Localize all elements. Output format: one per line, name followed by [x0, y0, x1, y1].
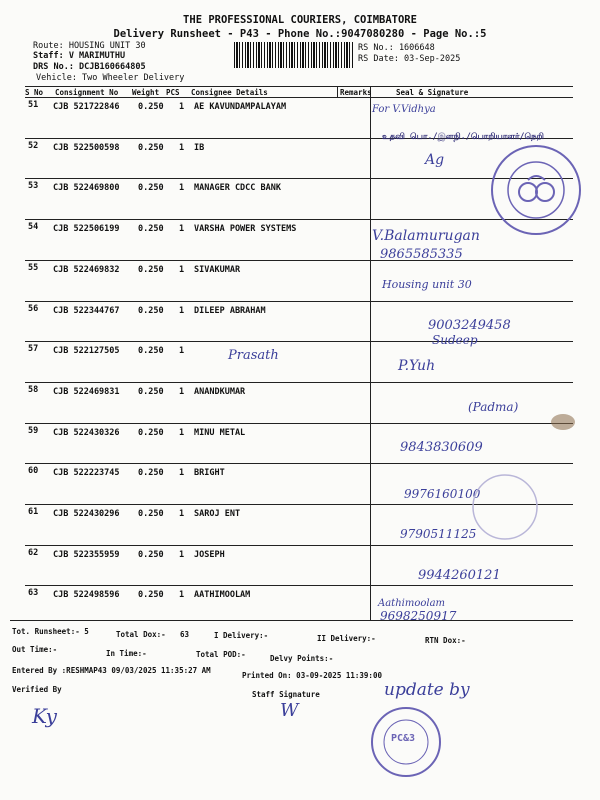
vehicle-label: Vehicle: Two Wheeler Delivery [36, 73, 185, 83]
col-sno: S No [25, 88, 44, 97]
col-consignment: Consignment No [55, 88, 119, 97]
row-pcs: 1 [179, 102, 185, 112]
row-consignee: AATHIMOOLAM [194, 590, 251, 601]
row-sno: 57 [28, 344, 39, 355]
row-pcs: 1 [179, 142, 185, 153]
row-divider [25, 545, 573, 546]
row-consignment-no: CJB 522500598 [53, 142, 120, 153]
row61-phone: 9790511125 [400, 527, 477, 541]
out-time: Out Time:- [12, 645, 58, 654]
row56-name: Sudeep [432, 333, 478, 347]
rs-number: RS No.: 1606648 [358, 43, 435, 53]
row-consignment-no: CJB 522223745 [53, 468, 120, 479]
faint-stamp-icon [470, 472, 540, 542]
row-consignment-no: CJB 521722846 [53, 102, 120, 112]
row-sno: 59 [28, 425, 39, 436]
row-weight: 0.250 [138, 346, 164, 357]
row-pcs: 1 [179, 346, 185, 357]
row-sno: 61 [28, 507, 39, 517]
row-sno: 51 [28, 100, 39, 110]
row-weight: 0.250 [138, 468, 164, 479]
row-weight: 0.250 [138, 224, 164, 235]
row-consignment-no: CJB 522344767 [53, 305, 120, 316]
staff-signature-mark: W [280, 700, 299, 721]
row-divider [25, 585, 573, 586]
row-weight: 0.250 [138, 590, 164, 601]
row62-phone: 9944260121 [418, 568, 501, 583]
row-consignee: SAROJ ENT [194, 509, 241, 519]
in-time: In Time:- [106, 649, 147, 658]
row-pcs: 1 [179, 509, 185, 519]
row-consignee: MANAGER CDCC BANK [194, 183, 281, 194]
row-weight: 0.250 [138, 102, 164, 112]
drs-number: DRS No.: DCJB160664805 [33, 62, 146, 72]
col-seal-signature: Seal & Signature [396, 88, 469, 97]
row-consignee: BRIGHT [194, 468, 225, 479]
row-sno: 52 [28, 140, 39, 151]
row-sno: 58 [28, 384, 39, 395]
row-pcs: 1 [179, 264, 185, 275]
route-label: Route: HOUSING UNIT 30 [33, 41, 146, 51]
row-divider [25, 382, 573, 383]
row-sno: 63 [28, 588, 39, 599]
row-pcs: 1 [179, 183, 185, 194]
row-divider [25, 301, 573, 302]
printed-on: Printed On: 03-09-2025 11:39:00 [242, 671, 382, 680]
row-weight: 0.250 [138, 305, 164, 316]
row-consignment-no: CJB 522469800 [53, 183, 120, 194]
row-consignee: IB [194, 142, 205, 153]
row58-signature: (Padma) [468, 400, 519, 414]
staff-label: Staff: V MARIMUTHU [33, 51, 126, 61]
row-pcs: 1 [179, 305, 185, 316]
row-pcs: 1 [179, 386, 185, 397]
ink-smudge-icon [548, 410, 578, 434]
row52-stamp-text: உதவி பொ./இளநி./பொறியாளர்/நெறி [382, 132, 544, 142]
col-consignee: Consignee Details [191, 88, 268, 97]
row-sno: 62 [28, 547, 39, 558]
row-consignee: DILEEP ABRAHAM [194, 305, 266, 316]
col-weight: Weight [132, 88, 160, 97]
row-consignee: SIVAKUMAR [194, 264, 241, 275]
row-pcs: 1 [179, 224, 185, 235]
row-consignment-no: CJB 522469832 [53, 264, 120, 275]
row-sno: 54 [28, 222, 39, 233]
row54-name: V.Balamurugan [372, 228, 480, 244]
row-pcs: 1 [179, 427, 185, 438]
company-title: THE PROFESSIONAL COURIERS, COIMBATORE [183, 14, 417, 26]
row-consignee: JOSEPH [194, 549, 225, 560]
row51-signature: For V.Vidhya [372, 104, 436, 115]
runsheet-subtitle: Delivery Runsheet - P43 - Phone No.:9047080280 - Page No.:5 [113, 28, 487, 40]
row-sno: 55 [28, 262, 39, 273]
total-dox-label: Total Dox:- [116, 630, 166, 639]
row-weight: 0.250 [138, 142, 164, 153]
row-pcs: 1 [179, 549, 185, 560]
row63-name: Aathimoolam [378, 598, 446, 609]
row57-signature: P.Yuh [398, 358, 436, 374]
row-consignment-no: CJB 522430296 [53, 509, 120, 519]
row-weight: 0.250 [138, 427, 164, 438]
row-sno: 53 [28, 181, 39, 192]
row53-signature: Ag [425, 152, 445, 168]
row-pcs: 1 [179, 590, 185, 601]
row-consignment-no: CJB 522430326 [53, 427, 120, 438]
row-weight: 0.250 [138, 183, 164, 194]
update-note: update by [384, 680, 470, 700]
verified-signature: Ky [32, 704, 57, 728]
row63-phone: 9698250917 [380, 609, 457, 623]
col-pcs: PCS [166, 88, 180, 97]
row-pcs: 1 [179, 468, 185, 479]
i-delivery: I Delivery:- [214, 631, 269, 640]
row-weight: 0.250 [138, 549, 164, 560]
total-dox-value: 63 [180, 630, 190, 639]
tot-runsheet: Tot. Runsheet:- 5 [12, 627, 89, 636]
staff-signature-label: Staff Signature [252, 690, 320, 699]
verified-by: Verified By [12, 685, 62, 694]
row-sno: 56 [28, 303, 39, 314]
col-remarks: Remarks [340, 88, 372, 97]
row56-phone: 9003249458 [428, 318, 511, 333]
total-pod: Total POD:- [196, 650, 246, 659]
row-weight: 0.250 [138, 264, 164, 275]
row-consignment-no: CJB 522469831 [53, 386, 120, 397]
entered-by: Entered By :RESHMAP43 09/03/2025 11:35:27 AM [12, 666, 211, 675]
row-weight: 0.250 [138, 386, 164, 397]
row-consignment-no: CJB 522498596 [53, 590, 120, 601]
row-divider [25, 463, 573, 464]
row-consignee: AE KAVUNDAMPALAYAM [194, 102, 287, 112]
row-consignment-no: CJB 522506199 [53, 224, 120, 235]
row-consignment-no: CJB 522355959 [53, 549, 120, 560]
barcode [234, 42, 354, 68]
office-seal-icon [488, 142, 584, 238]
row54-phone: 9865585335 [380, 247, 463, 262]
row-consignee: MINU METAL [194, 427, 246, 438]
delvy-points: Delvy Points:- [270, 654, 334, 663]
row-consignment-no: CJB 522127505 [53, 346, 120, 357]
row-consignee: VARSHA POWER SYSTEMS [194, 224, 297, 235]
row60-phone: 9976160100 [404, 487, 481, 501]
rtn-dox: RTN Dox:- [425, 636, 466, 645]
row-divider [25, 341, 573, 342]
rs-date: RS Date: 03-Sep-2025 [358, 54, 461, 64]
row-sno: 60 [28, 466, 39, 477]
row-divider [25, 260, 573, 261]
ii-delivery: II Delivery:- [317, 634, 376, 643]
row57-consignee-handwritten: Prasath [228, 348, 279, 363]
round-stamp-text: PC&3 [391, 733, 416, 744]
row-divider [25, 423, 573, 424]
row55-signature: Housing unit 30 [382, 278, 472, 291]
row-weight: 0.250 [138, 509, 164, 519]
row-consignee: ANANDKUMAR [194, 386, 246, 397]
row59-phone: 9843830609 [400, 440, 483, 455]
